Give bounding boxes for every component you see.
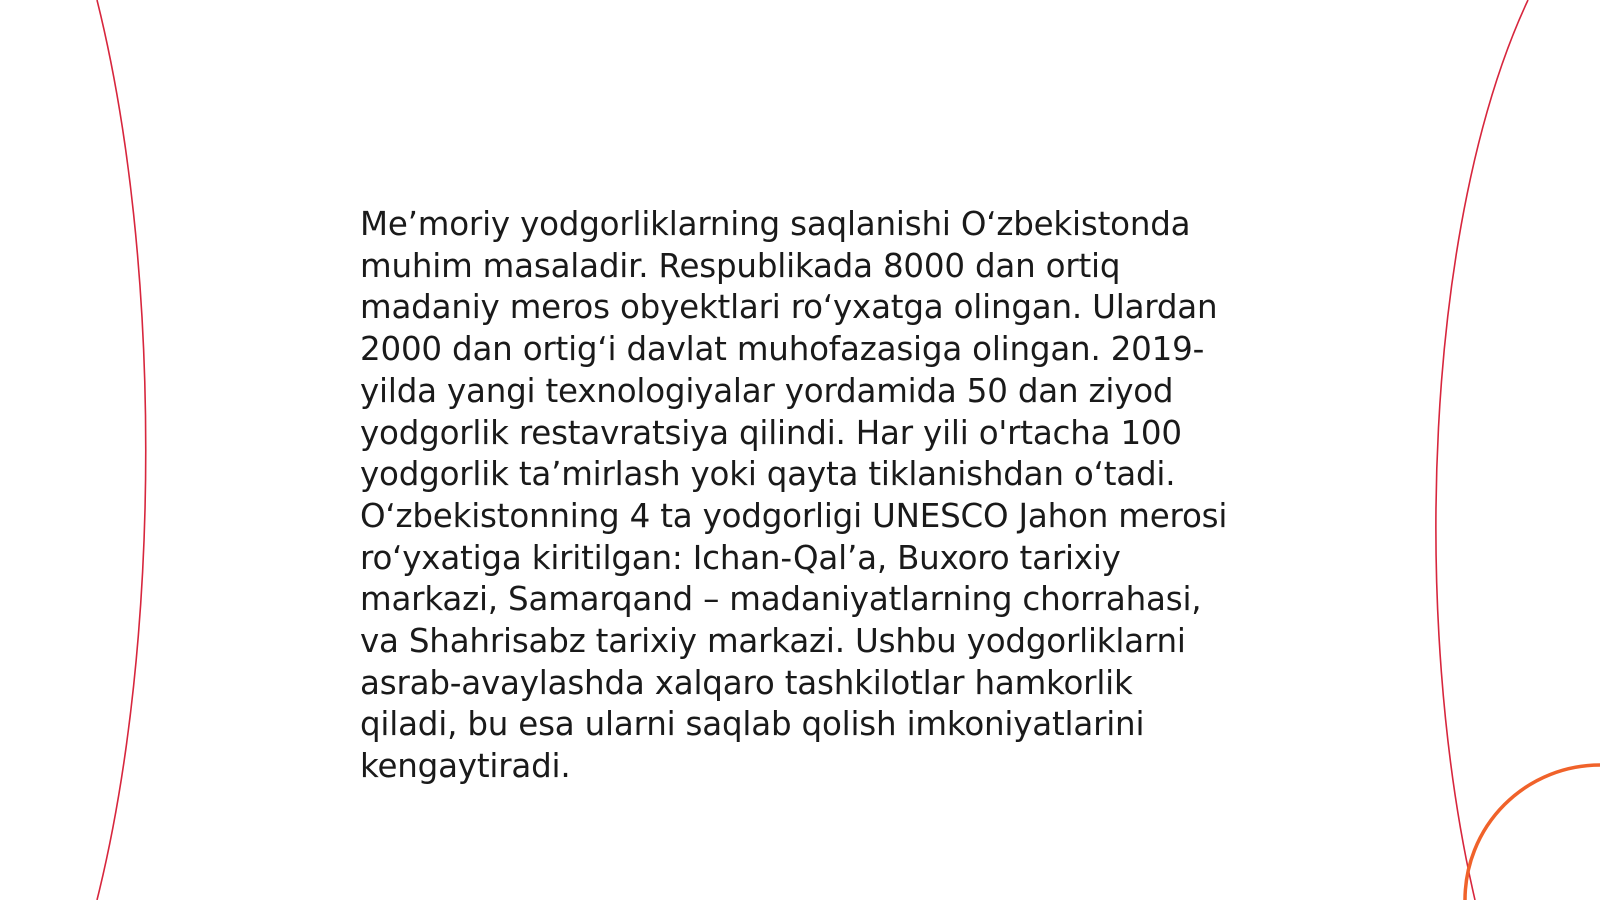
body-paragraph: Me’moriy yodgorliklarning saqlanishi O‘zbekistonda muhim masaladir. Respublikada 8000 dan ortiq madaniy meros obyektlari ro‘yxatga olingan. Ulardan 2000 dan ortig‘i davlat muhofazasiga olingan. 2019- yilda yangi texnologiyalar yordamida 50 dan ziyod yodgorlik restavratsiya qilindi. Har yili o'rtacha 100 yodgorlik ta’mirlash yoki qayta tiklanishdan o‘tadi. O‘zbekistonning 4 ta yodgorligi UNESCO Jahon merosi ro‘yxatiga kiritilgan: Ichan-Qal’a, Buxoro tarixiy markazi, Samarqand – madaniyatlarning chorrahasi, va Shahrisabz tarixiy markazi. Ushbu yodgorliklarni asrab-avaylashda xalqaro tashkilotlar hamkorlik qiladi, bu esa ularni saqlab qolish imkoniyatlarini kengaytiradi.: [360, 205, 1228, 786]
orange-arc: [1465, 765, 1600, 900]
right-red-curve: [1436, 0, 1528, 900]
left-red-curve: [97, 0, 146, 900]
